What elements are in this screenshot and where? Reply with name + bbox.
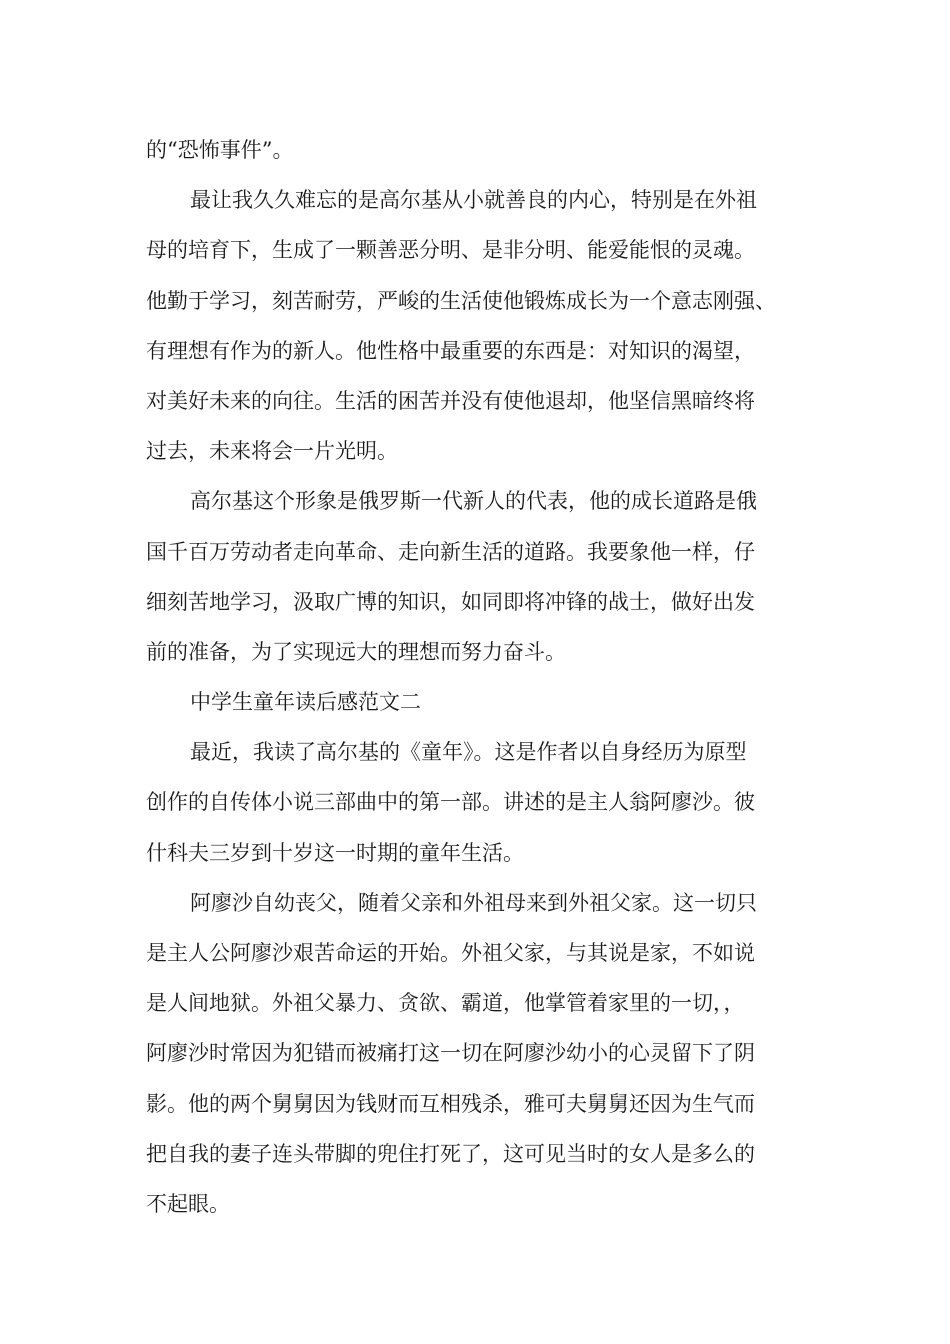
text-line: 影。他的两个舅舅因为钱财而互相残杀，雅可夫舅舅还因为生气而 bbox=[146, 1091, 755, 1116]
essay-text bbox=[146, 125, 846, 1229]
text-line: 是主人公阿廖沙艰苦命运的开始。外祖父家，与其说是家，不如说 bbox=[146, 941, 755, 965]
text-line: 细刻苦地学习，汲取广博的知识，如同即将冲锋的战士，做好出发 bbox=[146, 589, 755, 614]
text-line: 不起眼。 bbox=[146, 1191, 230, 1216]
text-line: 阿廖沙时常因为犯错而被痛打这一切在阿廖沙幼小的心灵留下了阴 bbox=[146, 1041, 755, 1066]
text-line: 国千百万劳动者走向革命、走向新生活的道路。我要象他一样，仔 bbox=[146, 539, 755, 564]
text-line: 创作的自传体小说三部曲中的第一部。讲述的是主人翁阿廖沙。彼 bbox=[146, 790, 755, 815]
paragraph-start-line: 最近，我读了高尔基的《童年》。这是作者以自身经历为原型 bbox=[190, 740, 747, 765]
paragraph-start-line: 阿廖沙自幼丧父，随着父亲和外祖母来到外祖父家。这一切只 bbox=[190, 890, 757, 915]
text-line: 是人间地狱。外祖父暴力、贪欲、霸道，他掌管着家里的一切，， bbox=[146, 991, 745, 1016]
text-line: 他勤于学习，刻苦耐劳，严峻的生活使他锻炼成长为一个意志刚强、 bbox=[146, 288, 776, 313]
text-line: 把自我的妻子连头带脚的兜住打死了，这可见当时的女人是多么的 bbox=[146, 1141, 755, 1166]
text-line: 前的准备，为了实现远大的理想而努力奋斗。 bbox=[146, 639, 566, 664]
text-line: 过去，未来将会一片光明。 bbox=[146, 439, 398, 464]
text-line: 母的培育下，生成了一颗善恶分明、是非分明、能爱能恨的灵魂。 bbox=[146, 238, 755, 263]
section-heading: 中学生童年读后感范文二 bbox=[190, 690, 421, 715]
paragraph-start-line: 最让我久久难忘的是高尔基从小就善良的内心，特别是在外祖 bbox=[190, 188, 757, 213]
text-line: 对美好未来的向往。生活的困苦并没有使他退却，他坚信黑暗终将 bbox=[146, 388, 755, 413]
paragraph-start-line: 高尔基这个形象是俄罗斯一代新人的代表，他的成长道路是俄 bbox=[190, 489, 757, 514]
text-line: 有理想有作为的新人。他性格中最重要的东西是：对知识的渴望， bbox=[146, 338, 755, 363]
text-line: 的“恐怖事件”。 bbox=[146, 138, 294, 162]
text-line: 什科夫三岁到十岁这一时期的童年生活。 bbox=[146, 840, 524, 865]
